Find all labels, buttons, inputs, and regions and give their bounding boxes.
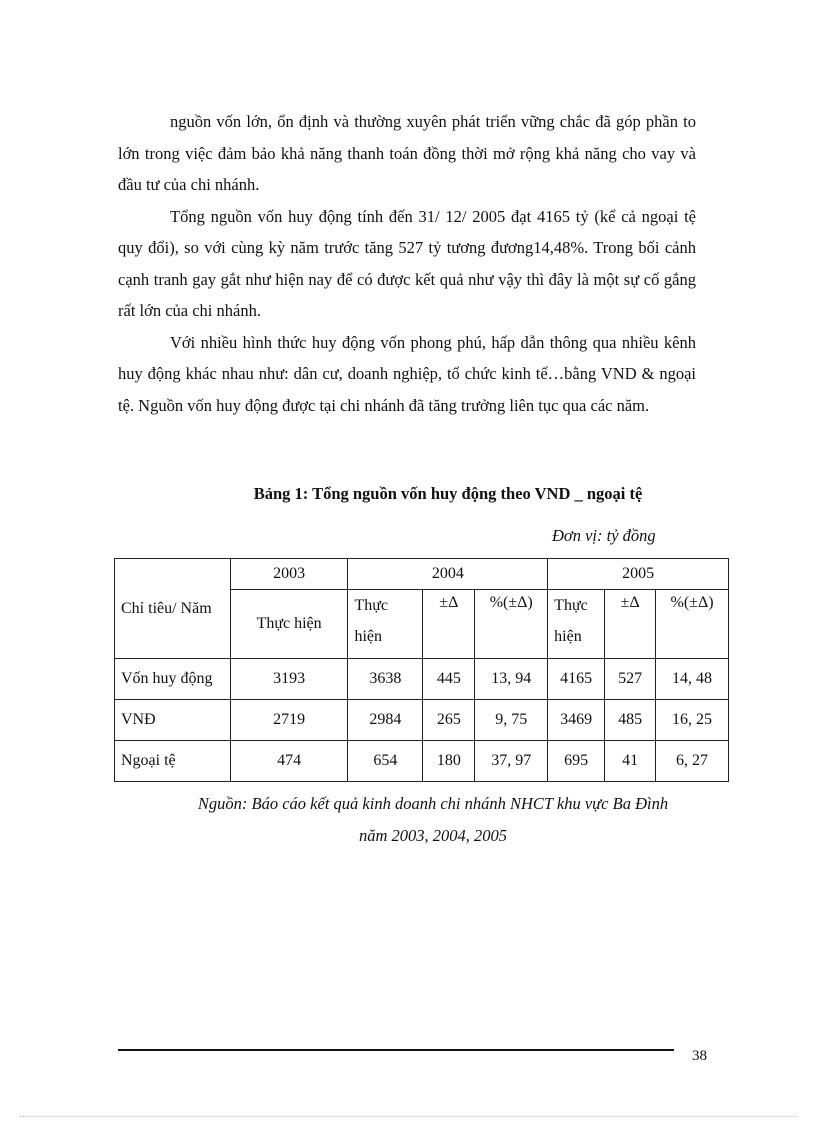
footer-rule <box>118 1049 674 1051</box>
cell-value: 485 <box>605 700 656 741</box>
paragraph-1: nguồn vốn lớn, ổn định và thường xuyên phát triển vững chắc đã góp phần to lớn trong việc đảm bảo khả năng thanh toán đồng thời mở rộng khả năng cho vay và đầu tư của chi nhánh. <box>118 112 696 194</box>
cell-value: 13, 94 <box>475 659 548 700</box>
cell-value: 474 <box>230 741 348 782</box>
subheader-hien: hiện <box>354 628 383 645</box>
cell-value: 14, 48 <box>656 659 729 700</box>
subheader-thuc-hien-2004 <box>348 590 423 659</box>
subheader-thuc: Thực <box>354 597 389 614</box>
cell-value: 2719 <box>230 700 348 741</box>
row-label: Ngoại tệ <box>115 741 231 782</box>
body-text <box>118 106 696 421</box>
cell-value: 695 <box>548 741 605 782</box>
cell-value: 3193 <box>230 659 348 700</box>
table-title: Bảng 1: Tổng nguồn vốn huy động theo VND _ ngoại tệ <box>253 484 643 503</box>
subheader-thuc-hien-2003: Thực hiện <box>230 590 348 659</box>
year-header-2004: 2004 <box>348 559 548 590</box>
page-number: 38 <box>692 1048 707 1064</box>
cell-value: 180 <box>423 741 475 782</box>
capital-table <box>114 558 729 782</box>
subheader-thuc-hien-2005 <box>548 590 605 659</box>
table-row <box>115 700 729 741</box>
cell-value: 4165 <box>548 659 605 700</box>
cell-value: 527 <box>605 659 656 700</box>
table-row <box>115 659 729 700</box>
cell-value: 445 <box>423 659 475 700</box>
table-unit: Đơn vị: tỷ đồng <box>552 526 656 545</box>
cell-value: 16, 25 <box>656 700 729 741</box>
cell-value: 6, 27 <box>656 741 729 782</box>
cell-value: 2984 <box>348 700 423 741</box>
cell-value: 41 <box>605 741 656 782</box>
table-source <box>118 788 748 852</box>
subheader-hien: hiện <box>554 628 582 645</box>
paragraph-2: Tổng nguồn vốn huy động tính đến 31/ 12/ 2005 đạt 4165 tỷ (kể cả ngoại tệ quy đổi), so với cùng kỳ năm trước tăng 527 tỷ tương đương14,48%. Trong bối cảnh cạnh tranh gay gắt như hiện nay để có được kết quả như vậy thì đây là một sự cố gắng rất lớn của chi nhánh. <box>118 206 696 320</box>
cell-value: 3638 <box>348 659 423 700</box>
cell-value: 37, 97 <box>475 741 548 782</box>
year-header-2005: 2005 <box>548 559 729 590</box>
row-label: VNĐ <box>115 700 231 741</box>
cell-value: 3469 <box>548 700 605 741</box>
subheader-delta-2004: ±Δ <box>423 590 475 659</box>
subheader-pct-2004: %(±Δ) <box>475 590 548 659</box>
subheader-pct-2005: %(±Δ) <box>656 590 729 659</box>
table-header-row-years <box>115 559 729 590</box>
cell-value: 654 <box>348 741 423 782</box>
subheader-thuc: Thực <box>554 597 588 614</box>
table-row <box>115 741 729 782</box>
cell-value: 9, 75 <box>475 700 548 741</box>
cell-value: 265 <box>423 700 475 741</box>
row-label: Vốn huy động <box>115 659 231 700</box>
paragraph-3: Với nhiều hình thức huy động vốn phong phú, hấp dẫn thông qua nhiều kênh huy động khác nhau như: dân cư, doanh nghiệp, tổ chức kinh tế…bằng VND & ngoại tệ. Nguồn vốn huy động được tại chi nhánh đã tăng trưởng liên tục qua các năm. <box>118 332 696 415</box>
year-header-2003: 2003 <box>230 559 348 590</box>
table-corner-cell: Chỉ tiêu/ Năm <box>115 559 231 659</box>
source-line-2: năm 2003, 2004, 2005 <box>358 826 508 845</box>
subheader-delta-2005: ±Δ <box>605 590 656 659</box>
page-edge-dotted-line <box>20 1116 796 1117</box>
source-line-1: Nguồn: Báo cáo kết quả kinh doanh chi nhánh NHCT khu vực Ba Đình <box>197 794 669 813</box>
